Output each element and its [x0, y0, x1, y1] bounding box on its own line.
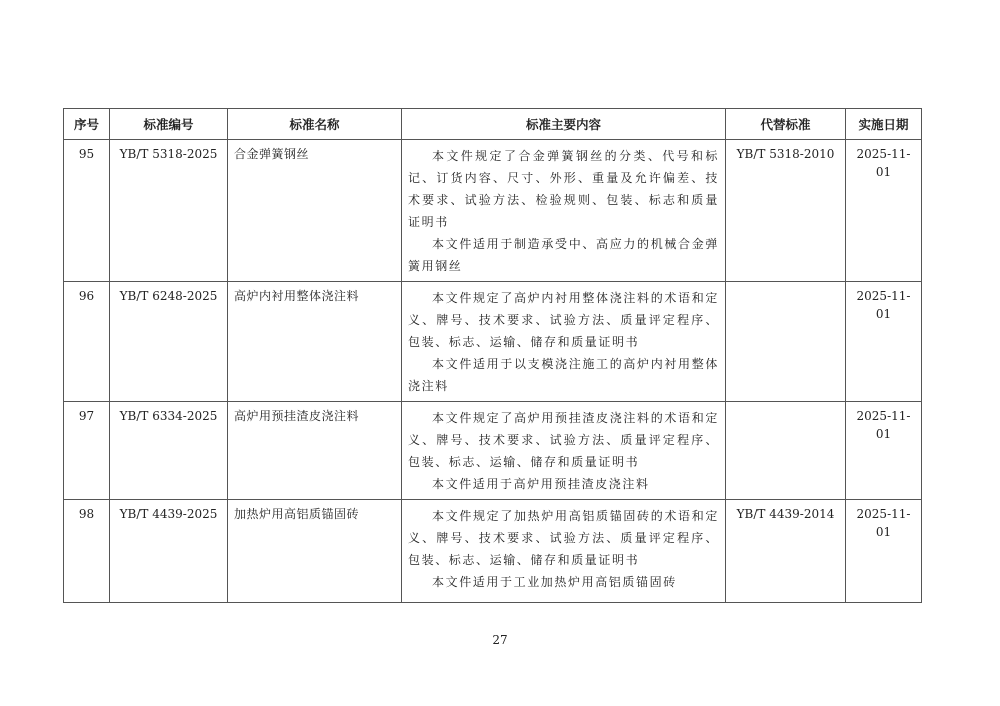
header-standard-code: 标准编号 [110, 109, 228, 140]
table-header-row [64, 109, 922, 140]
header-implementation-date: 实施日期 [846, 109, 922, 140]
page-number: 27 [492, 633, 508, 647]
row-standard-name: 高炉用预挂渣皮浇注料 [228, 402, 402, 500]
header-serial-number: 序号 [64, 109, 110, 140]
standards-table [63, 108, 922, 603]
row-standard-code: YB/T 6248-2025 [110, 282, 228, 402]
table-row [64, 140, 922, 282]
header-main-content: 标准主要内容 [402, 109, 726, 140]
content-paragraph: 本文件规定了高炉用预挂渣皮浇注料的术语和定义、牌号、技术要求、试验方法、质量评定程序、包装、标志、运输、储存和质量证明书 [408, 411, 719, 469]
row-serial-number: 97 [64, 402, 110, 500]
row-standard-code: YB/T 4439-2025 [110, 500, 228, 603]
row-replaced-standard [726, 402, 846, 500]
row-serial-number: 95 [64, 140, 110, 282]
row-standard-name: 合金弹簧钢丝 [228, 140, 402, 282]
content-paragraph: 本文件适用于制造承受中、高应力的机械合金弹簧用钢丝 [408, 237, 719, 273]
header-replaced-standard: 代替标准 [726, 109, 846, 140]
row-replaced-standard: YB/T 4439-2014 [726, 500, 846, 603]
row-replaced-standard [726, 282, 846, 402]
row-implementation-date: 2025-11-01 [846, 282, 922, 402]
table-row [64, 402, 922, 500]
header-standard-name: 标准名称 [228, 109, 402, 140]
row-implementation-date: 2025-11-01 [846, 140, 922, 282]
row-standard-code: YB/T 5318-2025 [110, 140, 228, 282]
row-standard-code: YB/T 6334-2025 [110, 402, 228, 500]
content-paragraph: 本文件规定了合金弹簧钢丝的分类、代号和标记、订货内容、尺寸、外形、重量及允许偏差、技术要求、试验方法、检验规则、包装、标志和质量证明书 [408, 149, 719, 229]
row-serial-number: 96 [64, 282, 110, 402]
row-main-content [402, 500, 726, 603]
content-paragraph: 本文件适用于高炉用预挂渣皮浇注料 [432, 477, 650, 491]
row-main-content [402, 140, 726, 282]
content-paragraph: 本文件规定了高炉内衬用整体浇注料的术语和定义、牌号、技术要求、试验方法、质量评定程序、包装、标志、运输、储存和质量证明书 [408, 291, 719, 349]
content-paragraph: 本文件规定了加热炉用高铝质锚固砖的术语和定义、牌号、技术要求、试验方法、质量评定程序、包装、标志、运输、储存和质量证明书 [408, 509, 719, 567]
row-replaced-standard: YB/T 5318-2010 [726, 140, 846, 282]
row-implementation-date: 2025-11-01 [846, 402, 922, 500]
content-paragraph: 本文件适用于以支模浇注施工的高炉内衬用整体浇注料 [408, 357, 719, 393]
row-standard-name: 高炉内衬用整体浇注料 [228, 282, 402, 402]
row-serial-number: 98 [64, 500, 110, 603]
row-standard-name: 加热炉用高铝质锚固砖 [228, 500, 402, 603]
content-paragraph: 本文件适用于工业加热炉用高铝质锚固砖 [432, 575, 677, 589]
row-main-content [402, 282, 726, 402]
row-main-content [402, 402, 726, 500]
table-row [64, 282, 922, 402]
table-row [64, 500, 922, 603]
row-implementation-date: 2025-11-01 [846, 500, 922, 603]
